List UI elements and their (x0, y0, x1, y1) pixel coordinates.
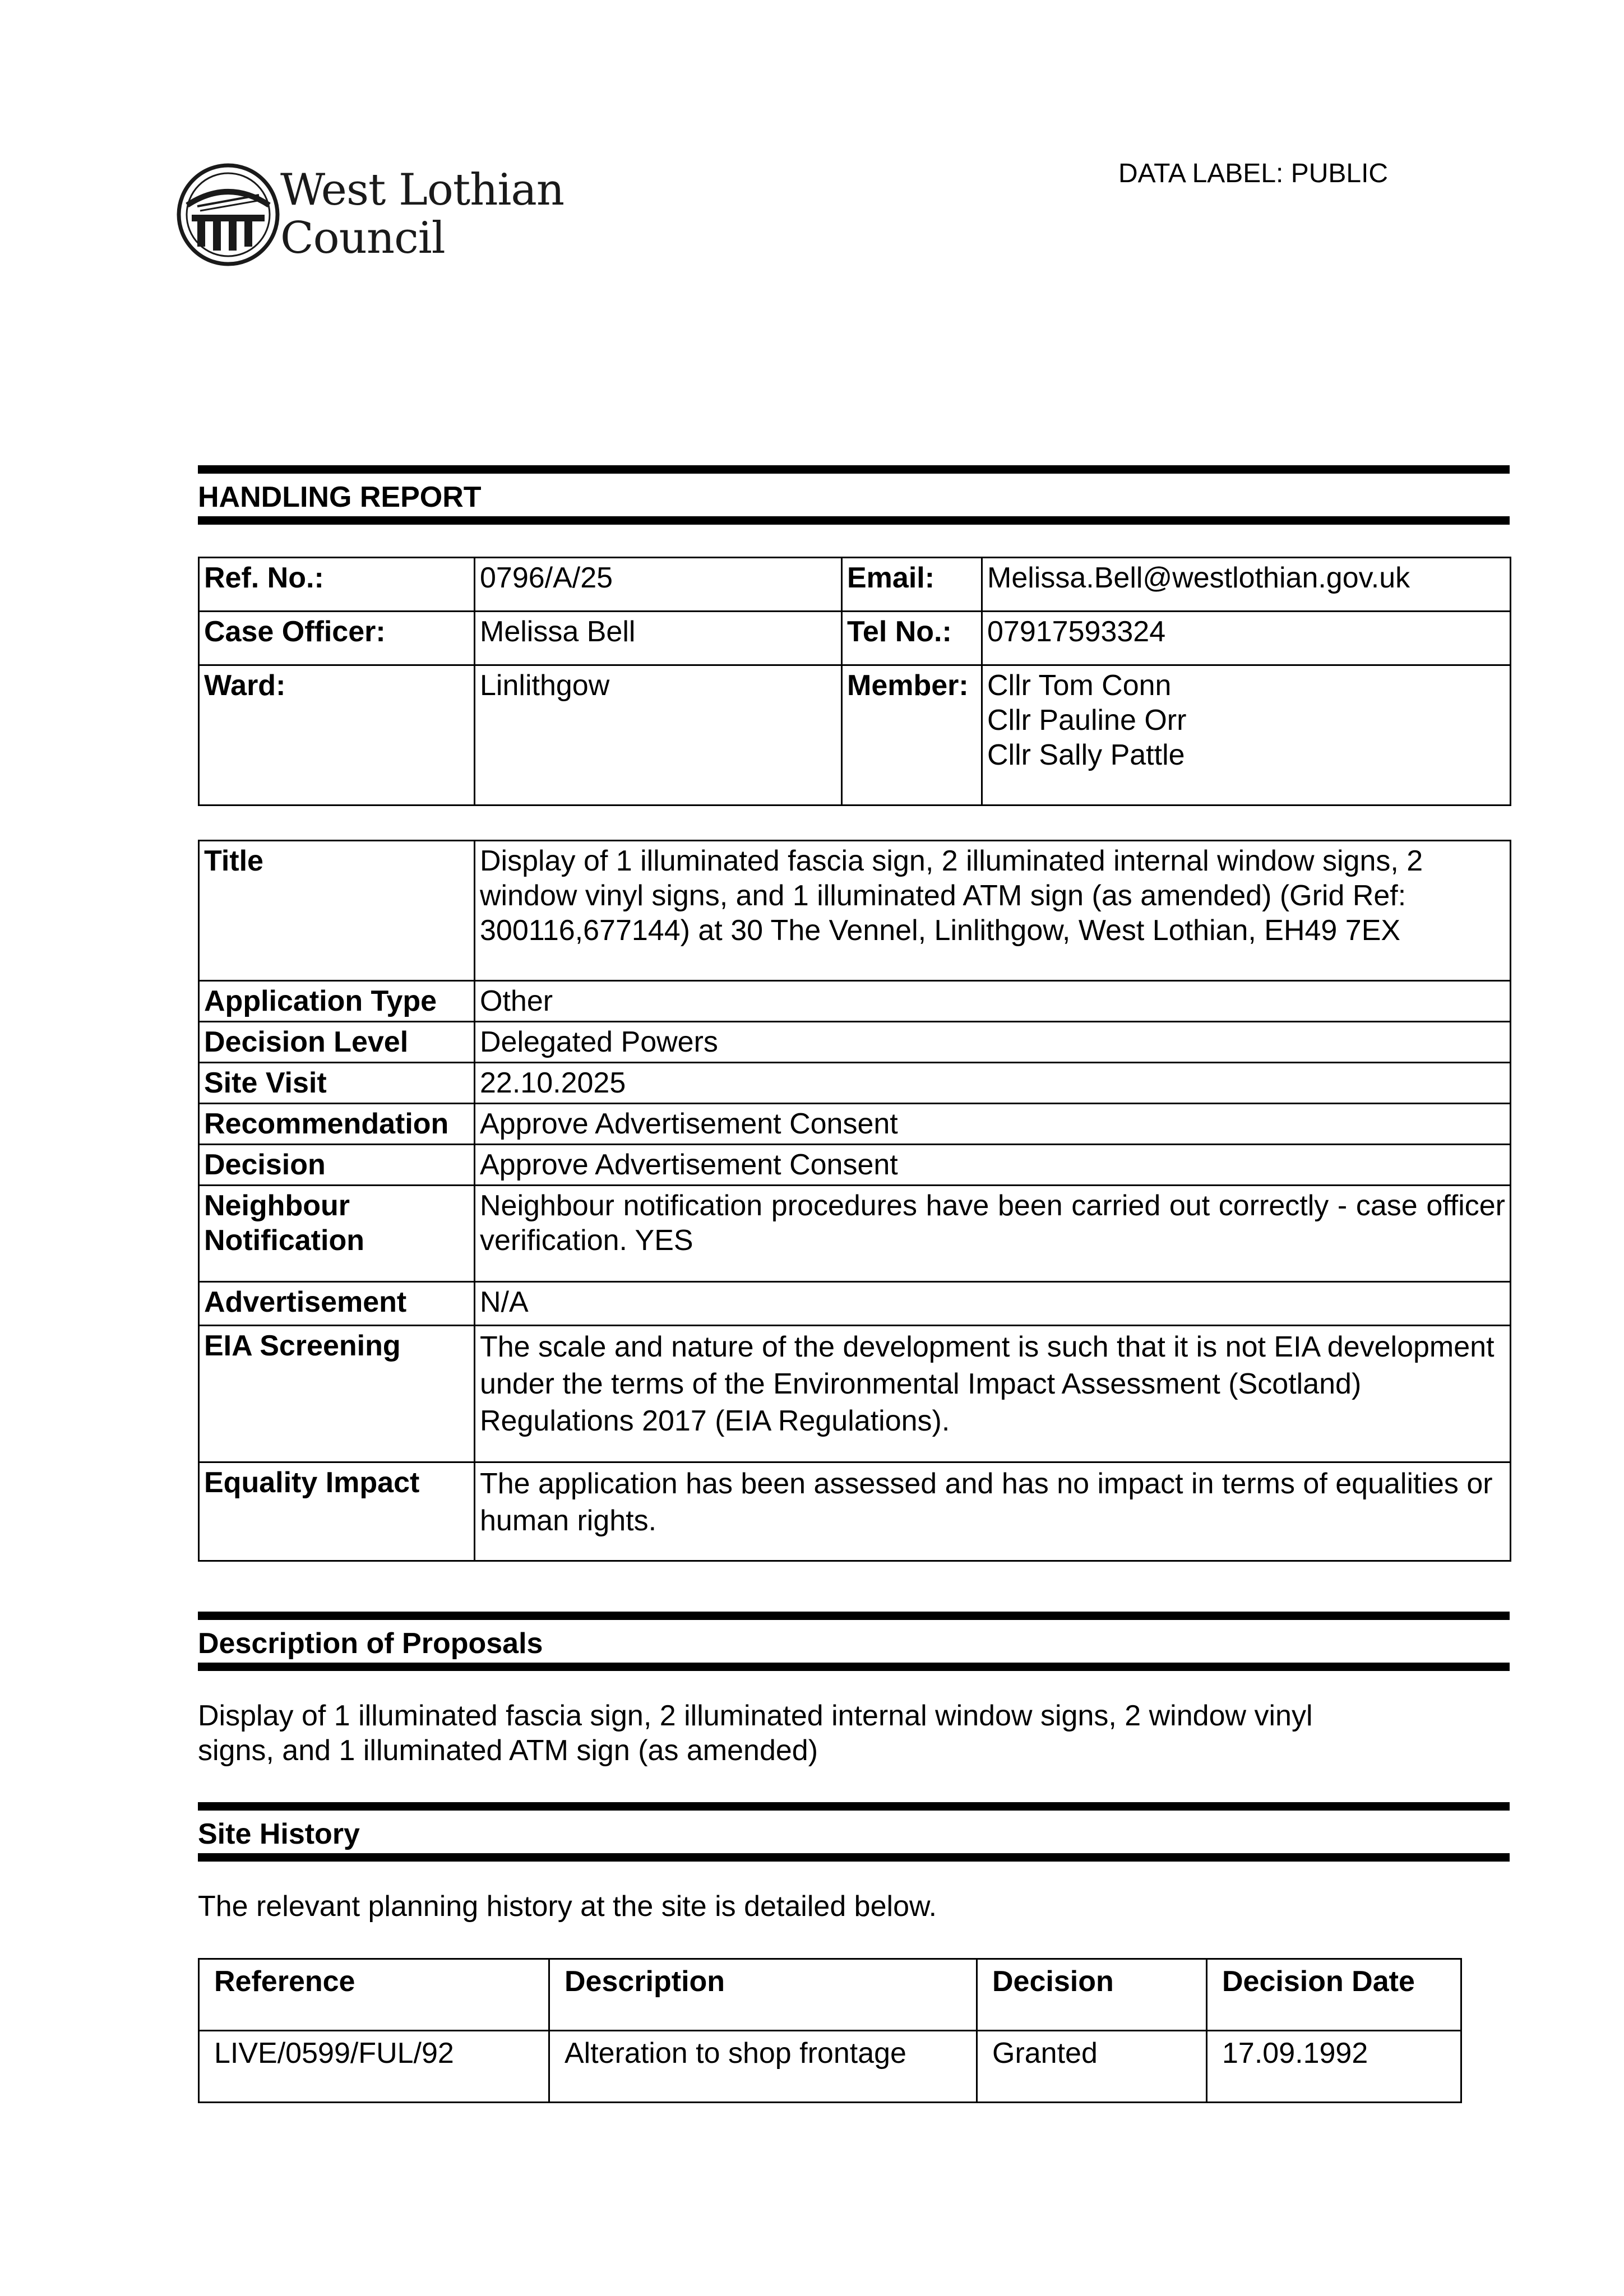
officer-label: Case Officer: (199, 612, 475, 665)
viaduct-emblem-icon (175, 161, 281, 268)
application-details-table (198, 840, 1511, 1562)
recommendation-value: Approve Advertisement Consent (475, 1104, 1511, 1145)
advertisement-label: Advertisement (199, 1282, 475, 1326)
site-history-intro: The relevant planning history at the site is detailed below. (198, 1890, 937, 1923)
logo-text-line-1: West Lothian (280, 165, 565, 215)
site-history-section-header (198, 1802, 1510, 1862)
equality-impact-value: The application has been assessed and has no impact in terms of equalities or human rights. (475, 1462, 1511, 1561)
title-label: Title (199, 841, 475, 981)
site-visit-label: Site Visit (199, 1063, 475, 1104)
member-item: Cllr Sally Pattle (987, 739, 1185, 771)
eia-screening-value: The scale and nature of the development is such that it is not EIA development under the terms of the Environmental Impact Assessment (Scotland) Regulations 2017 (EIA Regulations). (475, 1326, 1511, 1462)
ref-label: Ref. No.: (199, 558, 475, 612)
history-description: Alteration to shop frontage (549, 2031, 977, 2103)
history-reference: LIVE/0599/FUL/92 (199, 2031, 549, 2103)
site-visit-value: 22.10.2025 (475, 1063, 1511, 1104)
description-section-header (198, 1612, 1510, 1671)
advertisement-value: N/A (475, 1282, 1511, 1326)
description-heading: Description of Proposals (198, 1627, 543, 1660)
eia-screening-label: EIA Screening (199, 1326, 475, 1462)
email-label: Email: (842, 558, 982, 612)
column-header-reference: Reference (199, 1959, 549, 2031)
email-value[interactable]: Melissa.Bell@westlothian.gov.uk (982, 558, 1511, 612)
neighbour-label-line-1: Neighbour (204, 1189, 350, 1222)
report-title: HANDLING REPORT (198, 481, 482, 513)
neighbour-notification-label (199, 1186, 475, 1282)
decision-level-value: Delegated Powers (475, 1022, 1511, 1063)
column-header-description: Description (549, 1959, 977, 2031)
ward-label: Ward: (199, 665, 475, 806)
column-header-decision: Decision (977, 1959, 1207, 2031)
ward-value: Linlithgow (475, 665, 842, 806)
site-history-heading: Site History (198, 1818, 360, 1850)
column-header-decision-date: Decision Date (1207, 1959, 1461, 2031)
table-row (199, 2031, 1461, 2103)
description-text: Display of 1 illuminated fascia sign, 2 illuminated internal window signs, 2 window vinyl signs, and 1 illuminated ATM sign (as amended) (198, 1700, 1313, 1767)
title-value: Display of 1 illuminated fascia sign, 2 illuminated internal window signs, 2 window vinyl signs, and 1 illuminated ATM sign (as amended) (Grid Ref: 300116,677144) at 30 The Vennel, Linlithgow, West Lothian, EH49 7EX (475, 841, 1511, 981)
case-info-table (198, 557, 1511, 806)
ref-value: 0796/A/25 (475, 558, 842, 612)
application-type-label: Application Type (199, 981, 475, 1022)
neighbour-notification-value: Neighbour notification procedures have been carried out correctly - case officer verification. YES (475, 1186, 1511, 1282)
recommendation-label: Recommendation (199, 1104, 475, 1145)
history-date: 17.09.1992 (1207, 2031, 1461, 2103)
member-item: Cllr Tom Conn (987, 669, 1172, 702)
neighbour-label-line-2: Notification (204, 1224, 364, 1257)
site-history-table (198, 1958, 1462, 2103)
history-decision: Granted (977, 2031, 1207, 2103)
application-type-value: Other (475, 981, 1511, 1022)
decision-level-label: Decision Level (199, 1022, 475, 1063)
council-logo-text (280, 166, 564, 262)
logo-text-line-2: Council (280, 213, 445, 263)
decision-value: Approve Advertisement Consent (475, 1145, 1511, 1186)
data-label: DATA LABEL: PUBLIC (1118, 159, 1389, 188)
equality-impact-label: Equality Impact (199, 1462, 475, 1561)
officer-value: Melissa Bell (475, 612, 842, 665)
member-item: Cllr Pauline Orr (987, 704, 1187, 737)
member-label: Member: (842, 665, 982, 806)
members-list (982, 665, 1511, 806)
tel-value: 07917593324 (982, 612, 1511, 665)
handling-report-header (198, 465, 1510, 525)
decision-label: Decision (199, 1145, 475, 1186)
tel-label: Tel No.: (842, 612, 982, 665)
